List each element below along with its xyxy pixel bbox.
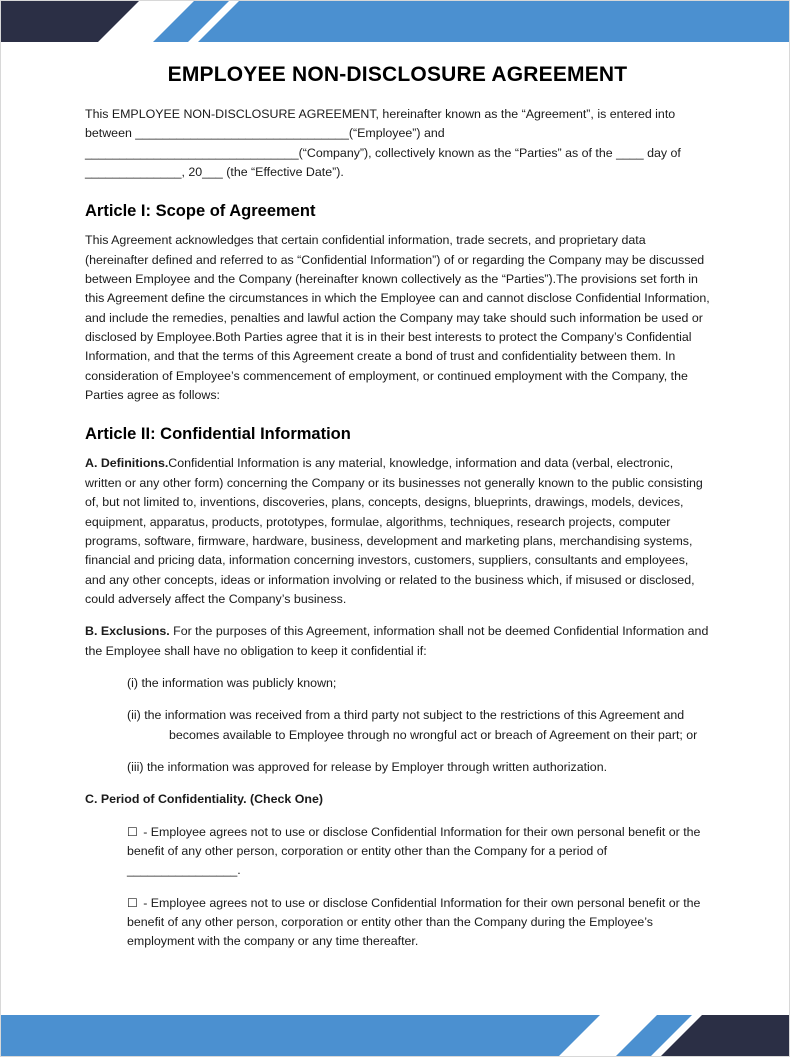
definitions-body: Confidential Information is any material, knowledge, information and data (verbal, electronic, written or any other form) concerning the Company or its businesses not generally known to the public consisting of, but not limited to, inventions, discoveries, plans, concepts, designs, blueprints, drawings, models, devices, equipment, apparatus, products, prototypes, formulae, algorithms, techniques, research projects, computer programs, software, firmware, hardware, business, development and marketing plans, merchandising systems, financial and pricing data, information concerning investors, customers, suppliers, consultants and employees, and any other concepts, ideas or information involving or related to the business which, if misused or disclosed, could adversely affect the Company’s business. xyxy=(85,456,703,606)
checkbox-icon[interactable]: ☐ xyxy=(127,824,138,839)
exclusions-paragraph xyxy=(85,622,710,661)
confidentiality-option-1-text: - Employee agrees not to use or disclose Confidential Information for their own personal benefit or the benefit of any other person, corporation or entity other than the Company for a period of ________________. xyxy=(127,824,701,878)
bottom-decoration xyxy=(0,1005,790,1057)
checkbox-icon[interactable]: ☐ xyxy=(127,895,138,910)
article-2-heading: Article II: Confidential Information xyxy=(85,425,351,444)
definitions-paragraph xyxy=(85,454,710,609)
period-of-confidentiality-label xyxy=(85,790,710,809)
exclusion-item-1: (i) the information was publicly known; xyxy=(127,675,337,690)
article-1-heading: Article I: Scope of Agreement xyxy=(85,202,316,221)
definitions-label: A. Definitions. xyxy=(85,456,169,471)
exclusions-label: B. Exclusions. xyxy=(85,624,170,639)
page-title: EMPLOYEE NON-DISCLOSURE AGREEMENT xyxy=(167,63,628,86)
confidentiality-option-2 xyxy=(127,894,710,952)
exclusion-item-3: (iii) the information was approved for release by Employer through written authorization. xyxy=(127,759,608,774)
confidentiality-option-2-text: - Employee agrees not to use or disclose Confidential Information for their own personal benefit or the benefit of any other person, corporation or entity other than the Company during the Employee’s employment with the company or any time thereafter. xyxy=(127,895,701,949)
exclusion-item-2: (ii) the information was received from a third party not subject to the restrictions of this Agreement and becomes available to Employee through no wrongful act or breach of Agreement on their part; or xyxy=(127,708,698,742)
intro-paragraph: This EMPLOYEE NON-DISCLOSURE AGREEMENT, hereinafter known as the “Agreement”, is entered into between _______________________________(“Employee”) and _______________________________(“Company”), collectively known as the “Parties” as of the ____ day of ______________, 20___ (the “Effective Date”). xyxy=(85,107,681,180)
exclusions-body: For the purposes of this Agreement, information shall not be deemed Confidential Information and the Employee shall have no obligation to keep it confidential if: xyxy=(85,624,709,658)
confidentiality-option-1 xyxy=(127,823,710,881)
period-label-text: C. Period of Confidentiality. (Check One) xyxy=(85,792,323,807)
document-content xyxy=(85,55,710,965)
top-decoration xyxy=(0,0,790,42)
article-1-body: This Agreement acknowledges that certain confidential information, trade secrets, and proprietary data (hereinafter defined and referred to as “Confidential Information”) of or regarding the Company may be discussed between Employee and the Company (hereinafter known collectively as the “Parties”).The provisions set forth in this Agreement define the circumstances in which the Employee can and cannot disclose Confidential Information, and include the remedies, penalties and lawful action the Company may take should such information be used or disclosed by Employee.Both Parties agree that it is in their best interests to protect the Company’s Confidential Information, and that the terms of this Agreement create a bond of trust and confidentiality between them. In consideration of Employee’s commencement of employment, or continued employment with the Company, the Parties agree as follows: xyxy=(85,233,710,403)
